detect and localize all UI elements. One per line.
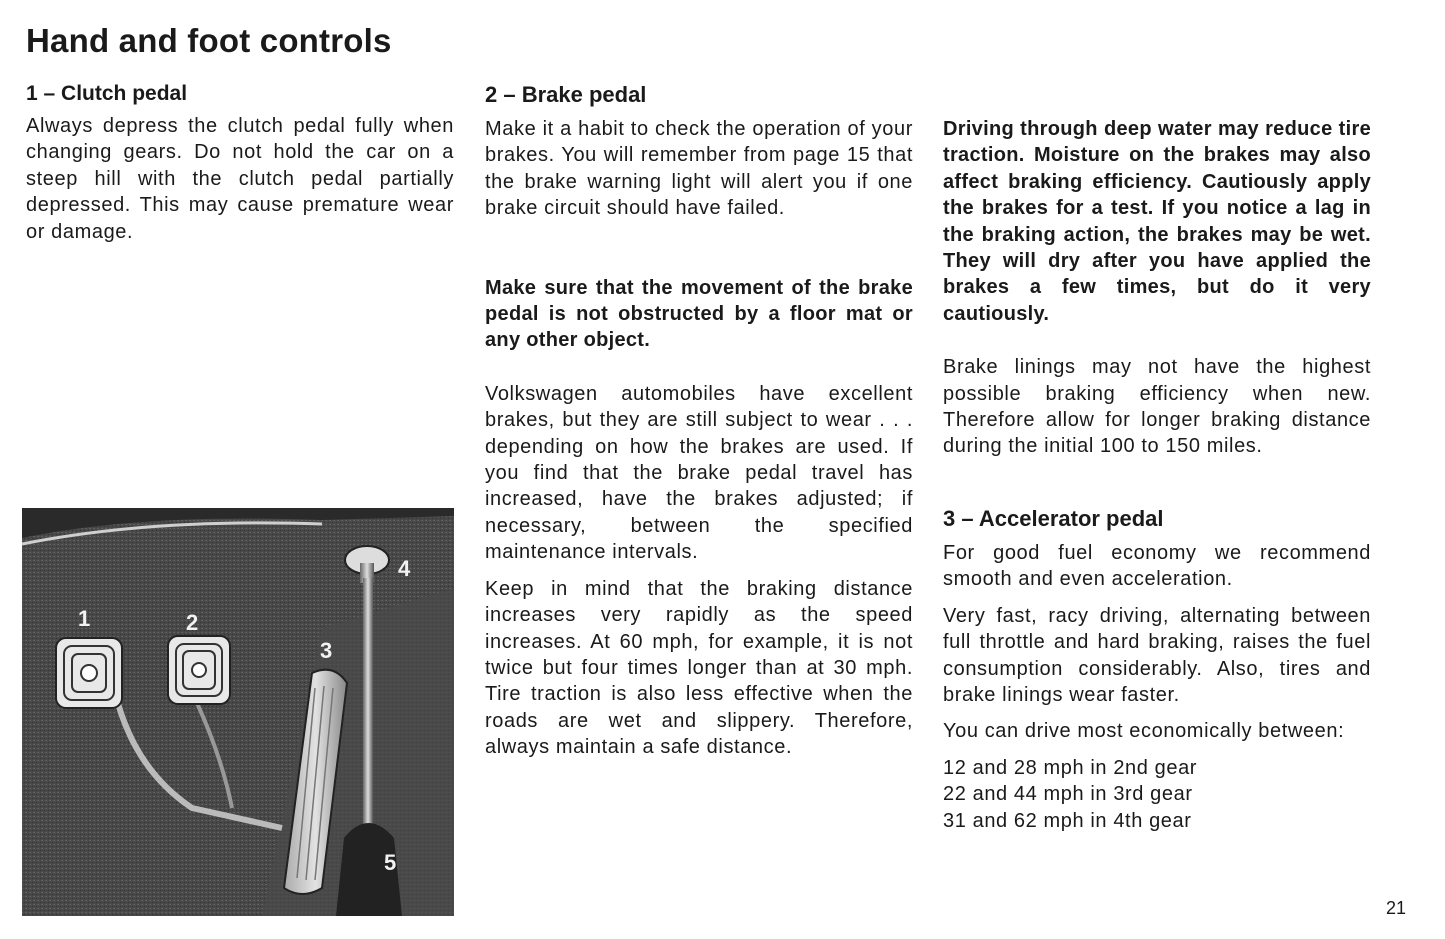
column-clutch — [26, 82, 454, 245]
brake-linings-text: Brake linings may not have the highest possible braking efficiency when new. Therefore allow for longer braking distance during the initial 100 to 150 miles. — [943, 356, 1371, 458]
brake-paragraph-3: Keep in mind that the braking distance increases very rapidly as the speed increases. At 60 mph, for example, it is not twice but four times longer than at 30 mph. Tire traction is also less effective when the roads are wet and slippery. Therefore, always maintain a safe distance. — [485, 577, 913, 759]
column-brake — [485, 82, 913, 761]
brake-paragraph-2: Volkswagen automobiles have excellent brakes, but they are still subject to wear . . . depending on how the brakes are used. If you find that the brake pedal travel has increased, have the brakes adjusted; if necessary, between the specified maintenance intervals. — [485, 382, 913, 564]
figure-label-4: 4 — [398, 556, 411, 581]
clutch-text: Always depress the clutch pedal fully when changing gears. Do not hold the car on a steep hill with the clutch pedal partially depressed. This may cause premature wear or damage. — [26, 115, 454, 243]
page-number: 21 — [1386, 898, 1407, 918]
accelerator-paragraph-2: Very fast, racy driving, alternating between full throttle and hard braking, raises the fuel consumption considerably. Also, tires and brake linings wear faster. — [943, 604, 1371, 706]
figure-label-3: 3 — [320, 638, 333, 663]
list-item: 12 and 28 mph in 2nd gear — [943, 756, 1198, 779]
brake-pedal-shape — [168, 636, 230, 704]
clutch-pedal-shape — [56, 638, 122, 708]
brake-heading: 2 – Brake pedal — [485, 82, 647, 107]
figure-label-5: 5 — [384, 850, 397, 875]
page-title: Hand and foot controls — [26, 22, 392, 59]
list-item: 31 and 62 mph in 4th gear — [943, 809, 1192, 832]
list-item: 22 and 44 mph in 3rd gear — [943, 783, 1193, 806]
column-accelerator — [943, 116, 1371, 834]
pedals-photo — [22, 508, 454, 916]
accelerator-paragraph-1: For good fuel economy we recommend smooth and even acceleration. — [943, 541, 1371, 591]
gear-speed-list — [943, 755, 1371, 834]
accelerator-heading: 3 – Accelerator pedal — [943, 505, 1164, 531]
accelerator-paragraph-3: You can drive most economically between: — [943, 720, 1345, 743]
brake-obstruction-warning: Make sure that the movement of the brake pedal is not obstructed by a floor mat or any other object. — [485, 276, 913, 352]
wet-brakes-warning: Driving through deep water may reduce tire traction. Moisture on the brakes may also affect braking efficiency. Cautiously apply the brakes for a test. If you notice a lag in the braking action, the brakes may be wet. They will dry after you have applied the brakes a few times, but do it very cautiously. — [943, 118, 1371, 325]
figure-label-2: 2 — [186, 610, 199, 635]
clutch-heading: 1 – Clutch pedal — [26, 82, 188, 105]
brake-paragraph-1: Make it a habit to check the operation of your brakes. You will remember from page 15 that the brake warning light will alert you if one brake circuit should have failed. — [485, 118, 913, 220]
figure-label-1: 1 — [78, 606, 91, 631]
